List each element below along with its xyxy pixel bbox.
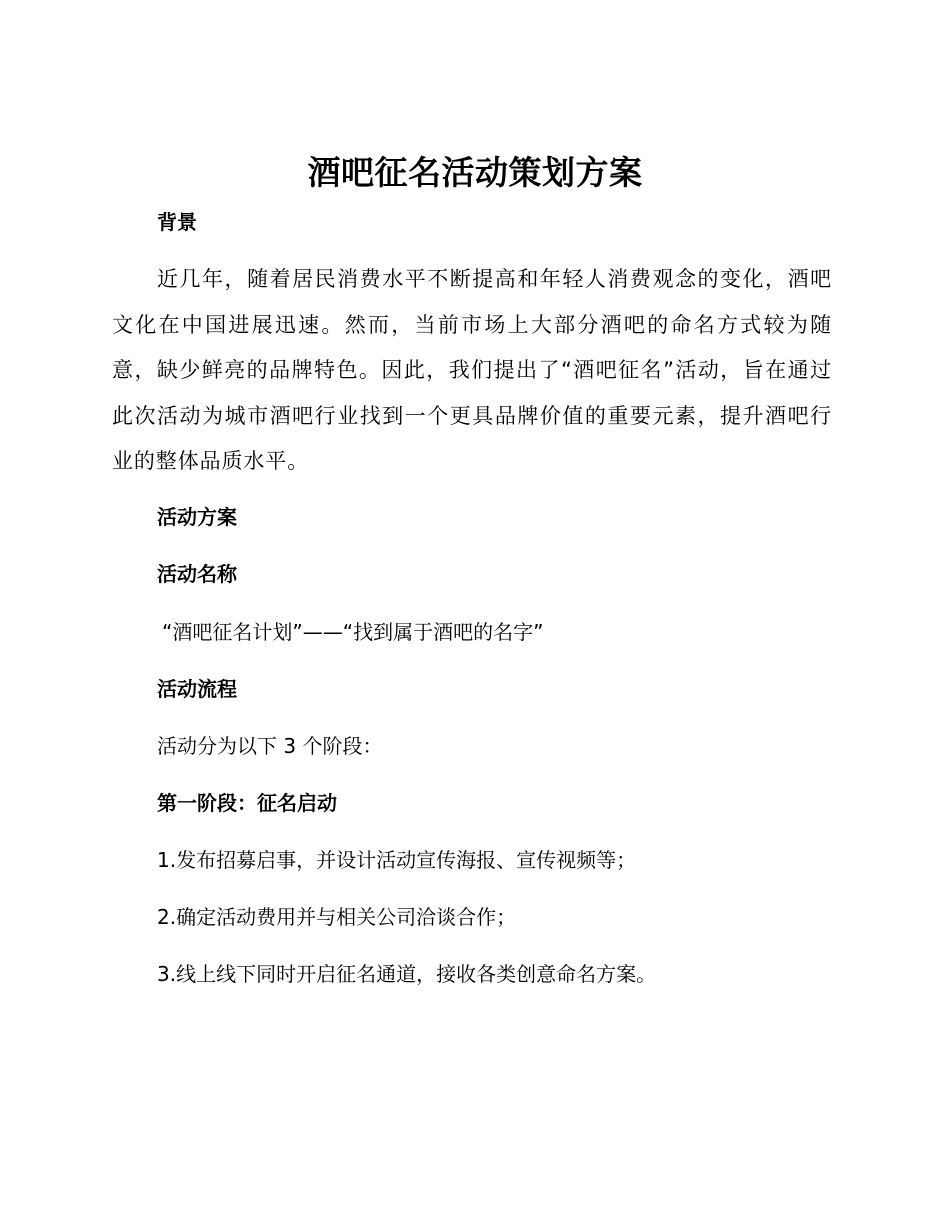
stage1-item: 1.发布招募启事，并设计活动宣传海报、宣传视频等；: [157, 848, 637, 872]
stage1-heading: 第一阶段：征名启动: [157, 791, 337, 815]
name-heading: 活动名称: [157, 562, 237, 586]
activity-name: “酒吧征名计划”——“找到属于酒吧的名字”: [162, 620, 544, 644]
plan-heading: 活动方案: [157, 505, 237, 529]
flow-intro: 活动分为以下 3 个阶段：: [157, 734, 383, 758]
flow-heading: 活动流程: [157, 677, 237, 701]
background-paragraph: 近几年，随着居民消费水平不断提高和年轻人消费观念的变化，酒吧文化在中国进展迅速。然而，当前市场上大部分酒吧的命名方式较为随意，缺少鲜亮的品牌特色。因此，我们提出了“酒吧征名”活动，旨在通过此次活动为城市酒吧行业找到一个更具品牌价值的重要元素，提升酒吧行业的整体品质水平。: [112, 267, 832, 473]
stage1-item: 3.线上线下同时开启征名通道，接收各类创意命名方案。: [157, 962, 657, 986]
stage1-item: 2.确定活动费用并与相关公司洽谈合作；: [157, 905, 517, 929]
document-title: 酒吧征名活动策划方案: [307, 153, 643, 192]
background-heading: 背景: [157, 210, 197, 234]
